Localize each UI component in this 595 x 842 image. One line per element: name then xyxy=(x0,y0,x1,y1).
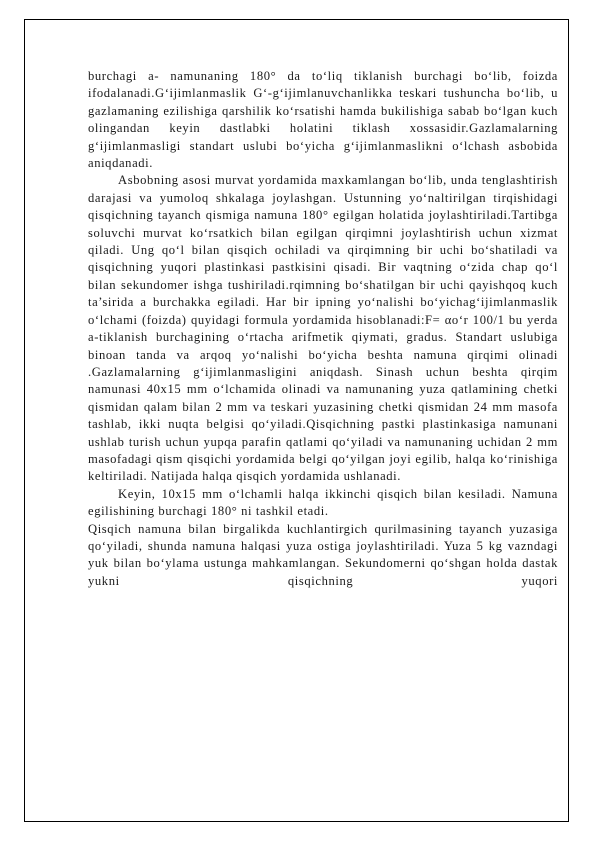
paragraph-4: Qisqich namuna bilan birgalikda kuchlantirgich qurilmasining tayanch yuzasiga qo‘yiladi, shunda namuna halqasi yuza ostiga joylashtiriladi. Yuza 5 kg vazndagi yuk bilan bo‘ylama ustunga mahkamlangan. Sekundomerni qo‘shgan holda dastak yukni qisqichning yuqori xyxy=(88,521,558,588)
document-body xyxy=(88,68,558,590)
paragraph-1: burchagi a- namunaning 180° da to‘liq tiklanish burchagi bo‘lib, foizda ifodalanadi.G‘ijimlanmaslik G‘-g‘ijimlanuvchanlikka teskari tushuncha bo‘lib, u gazlamaning ezilishiga qarshilik ko‘rsatishi hamda bukilishiga sabab bo‘lgan kuch olingandan keyin dastlabki holatini tiklash xossasidir.Gazlamalarning g‘ijimlanmasligi standart uslubi bo‘yicha g‘ijimlanmaslikni o‘lchash asbobida aniqdanadi. xyxy=(88,69,558,171)
paragraph-2: Asbobning asosi murvat yordamida maxkamlangan bo‘lib, unda tenglashtirish darajasi va yumoloq shkalaga joylashgan. Ustunning yo‘naltirilgan tirqishidagi qisqichning tayanch qismiga namuna 180° egilgan holatida joylashtiriladi.Tartibga soluvchi murvat ko‘rsatkich bilan egilgan qirqimni joylashtirish uchun xizmat qiladi. Ung qo‘l bilan qisqich ochiladi va qirqimning bir uchi bo‘shatiladi va qisqichning yuqori plastinkasi pastkisini qisadi. Bir vaqtning o‘zida chap qo‘l bilan sekundomer ishga tushiriladi.rqimning bo‘shatilgan bir uchi qayishqoq kuch ta’sirida a burchakka egiladi. Har bir ipning yo‘nalishi bo‘yichag‘ijimlanmaslik o‘lchami (foizda) quyidagi formula yordamida hisoblanadi:F= αo‘r 100/1 bu yerda a-tiklanish burchagining o‘rtacha arifmetik qiymati, gradus. Standart uslubiga binoan tanda va arqoq yo‘nalishi bo‘yicha beshta namuna qirqimi olinadi .Gazlamalarning g‘ijimlanmasligini aniqdash. Sinash uchun beshta qirqim namunasi 40x15 mm o‘lchamida olinadi va namunaning yuza qatlamining chetki qismidan qalam bilan 2 mm va teskari yuzasining chetki qismidan 24 mm masofa tashlab, ikki nuqta belgisi qo‘yiladi.Qisqichning pastki plastinkasiga namunani ushlab turish uchun yupqa parafin qatlami qo‘yiladi va namunaning uchidan 2 mm masofadagi qism qisqichi yordamida belgi qo‘yilgan joyi egilib, halqa ko‘rinishiga keltiriladi. Natijada halqa qisqich yordamida ushlanadi. xyxy=(88,173,558,484)
paragraph-3: Keyin, 10x15 mm o‘lchamli halqa ikkinchi qisqich bilan kesiladi. Namuna egilishining burchagi 180° ni tashkil etadi. xyxy=(88,486,558,519)
